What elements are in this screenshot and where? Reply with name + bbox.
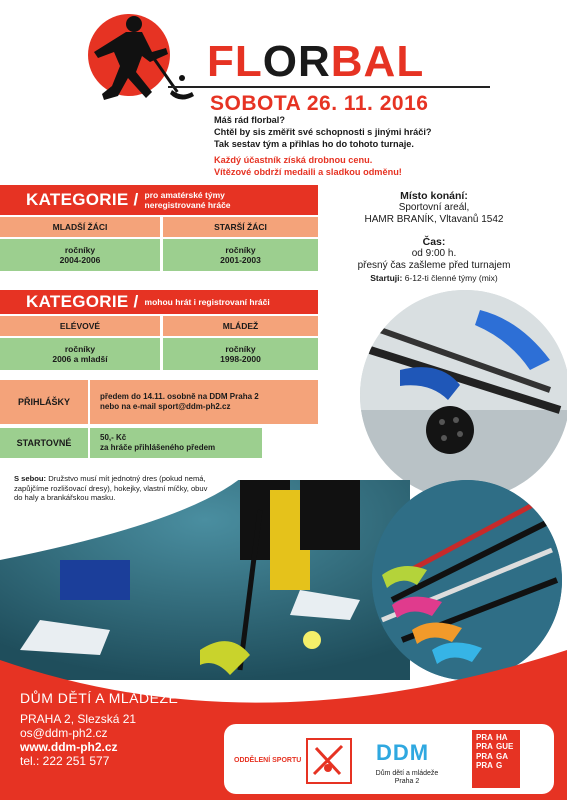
florball-player-silhouette-icon (54, 12, 204, 112)
title-part-2: OR (262, 37, 331, 86)
contact-block (20, 712, 136, 768)
ddm-logo-text: DDM (376, 740, 430, 765)
org-email[interactable]: os@ddm-ph2.cz (20, 726, 108, 740)
category1-col1-label: ročníky (64, 245, 96, 255)
category2-col2-head: MLÁDEŽ (163, 316, 318, 336)
praha-row (476, 742, 520, 751)
prize-line: Vítězové obdrží medaili a sladkou odměnu! (214, 167, 402, 177)
poster-title (207, 37, 425, 86)
category1-col1-value: 2004-2006 (59, 255, 101, 265)
bring-along-note (14, 474, 214, 503)
ddm-caption (362, 770, 452, 786)
category1-header (0, 185, 318, 215)
category1-col2-label: ročníky (225, 245, 256, 255)
intro-text (214, 114, 514, 150)
praha-row (476, 752, 520, 761)
category1-subtitle-line2: neregistrované hráče (144, 200, 231, 210)
registration-label: PŘIHLÁŠKY (0, 380, 88, 424)
dept-label: ODDĚLENÍ SPORTU (234, 757, 302, 764)
start-text: 6-12-ti členné týmy (mix) (402, 273, 498, 283)
category2-subtitle: mohou hrát i registrovaní hráči (144, 297, 270, 307)
start-info (320, 272, 548, 284)
category2-col1-head: ELÉVOVÉ (0, 316, 160, 336)
category1-col2-head: STARŠÍ ŽÁCI (163, 217, 318, 237)
praha-row (476, 733, 520, 742)
praha-cell: HA (496, 733, 508, 742)
prize-line: Každý účastník získá drobnou cenu. (214, 155, 373, 165)
praha-row (476, 761, 520, 770)
category2-col2-value: 1998-2000 (220, 354, 261, 364)
fee-label: STARTOVNÉ (0, 428, 88, 458)
ddm-line2: Praha 2 (394, 778, 420, 785)
category1-col1-cell (0, 239, 160, 271)
event-date: SOBOTA 26. 11. 2016 (210, 92, 429, 115)
venue-block (320, 190, 548, 284)
intro-line: Tak sestav tým a přihlas ho do tohoto turnaje. (214, 139, 414, 149)
fee-line2: za hráče přihlášeného předem (100, 443, 216, 452)
praha-cell: G (496, 761, 503, 771)
sport-dept-logo-icon (306, 738, 352, 784)
category1-col2-value: 2001-2003 (220, 255, 261, 265)
category1-subtitle-line1: pro amatérské týmy (144, 190, 225, 200)
intro-line: Chtěl by sis změřit své schopnosti s jinými hráči? (214, 127, 432, 137)
start-label: Startuji: (370, 273, 403, 283)
registration-line2: nebo na e-mail sport@ddm-ph2.cz (100, 402, 231, 411)
registration-info (90, 380, 318, 424)
category2-col1-cell (0, 338, 160, 370)
org-address: PRAHA 2, Slezská 21 (20, 712, 137, 726)
ddm-logo (376, 740, 429, 766)
praha-cell: GA (496, 751, 508, 761)
praha-cell: PRA (476, 751, 493, 761)
praha-cell: GUE (496, 742, 514, 752)
registration-line1: předem do 14.11. osobně na DDM Praha 2 (100, 392, 259, 401)
category1-col1-head: MLADŠÍ ŽÁCI (0, 217, 160, 237)
ddm-line1: Dům dětí a mládeže (375, 770, 439, 777)
praha-cell: PRA (476, 733, 493, 742)
photo-stick-and-ball (360, 290, 567, 500)
category2-title: KATEGORIE / (26, 292, 139, 311)
title-part-1: FL (207, 37, 263, 86)
category2-col2-cell (163, 338, 318, 370)
praha-logo (472, 730, 520, 788)
place-line2: HAMR BRANÍK, Vltavanů 1542 (364, 214, 504, 225)
org-name: DŮM DĚTÍ A MLÁDEŽE (20, 690, 179, 706)
praha-cell: PRA (476, 742, 493, 752)
org-web[interactable]: www.ddm-ph2.cz (20, 740, 118, 754)
fee-info (90, 428, 262, 458)
category2-col1-label: ročníky (64, 344, 96, 354)
time-line1: od 9:00 h. (411, 248, 457, 259)
bring-along-text: Družstvo musí mít jednotný dres (pokud nemá, zapůjčíme rozlišovací dresy), hokejky, vlastní míčky, obuv do haly a brankářskou masku. (14, 474, 208, 503)
category1-subtitle (145, 190, 231, 210)
praha-cell: PRA (476, 761, 493, 771)
title-underline (168, 86, 490, 88)
title-part-3: BAL (330, 37, 425, 86)
fee-line1: 50,- Kč (100, 433, 127, 442)
place-line1: Sportovní areál, (398, 202, 470, 213)
prize-text (214, 154, 514, 178)
org-phone: tel.: 222 251 577 (20, 754, 110, 768)
time-label: Čas: (422, 236, 446, 248)
intro-line: Máš rád florbal? (214, 115, 285, 125)
category2-header (0, 290, 318, 314)
category1-col2-cell (163, 239, 318, 271)
place-label: Místo konání: (400, 190, 468, 202)
category1-title: KATEGORIE / (26, 190, 139, 209)
category2-col1-value: 2006 a mladší (52, 354, 108, 364)
time-line2: přesný čas zašleme před turnajem (357, 260, 511, 271)
category2-col2-label: ročníky (225, 344, 256, 354)
bring-along-label: S sebou: (14, 474, 47, 483)
